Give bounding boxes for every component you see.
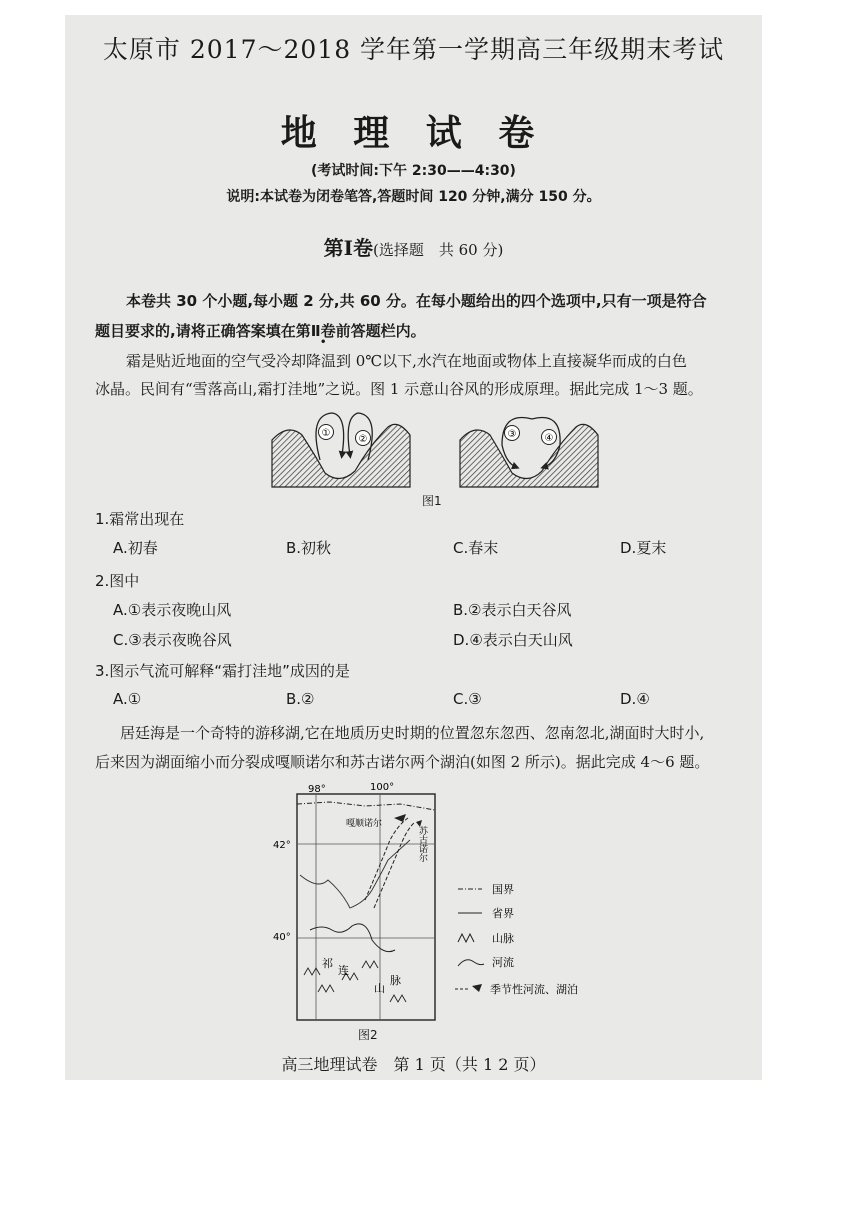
- passage-1-line-2: 冰晶。民间有“雪落高山,霜打洼地”之说。图 1 示意山谷风的形成原理。据此完成 1～3 题。: [95, 380, 703, 398]
- question-3-option-b: B.②: [286, 690, 315, 708]
- map-legend: [455, 883, 578, 996]
- mountain-label-1: 祁: [322, 957, 333, 970]
- section-subtitle: (选择题 共 60 分): [373, 241, 504, 259]
- question-2-stem: 2.图中: [95, 572, 140, 590]
- figure-1-label-2: ②: [358, 434, 368, 445]
- question-2-option-d: D.④表示白天山风: [453, 631, 573, 649]
- legend-mountains: 山脉: [492, 932, 514, 945]
- figure-2-caption: 图2: [358, 1028, 378, 1042]
- valley-left: [272, 413, 410, 487]
- lat-label-40: 40°: [273, 932, 291, 943]
- passage-2-line-2: 后来因为湖面缩小而分裂成嘎顺诺尔和苏古诺尔两个湖泊(如图 2 所示)。据此完成 4～6 题。: [95, 753, 710, 771]
- figure-1-caption: 图1: [422, 494, 442, 508]
- legend-rivers: 河流: [492, 956, 514, 969]
- national-border: [297, 802, 435, 810]
- question-2-option-c: C.③表示夜晚谷风: [113, 631, 232, 649]
- mountain-label-2: 连: [338, 964, 349, 977]
- question-3-option-c: C.③: [453, 690, 482, 708]
- section-heading: [65, 232, 762, 261]
- paper-title: 地 理 试 卷: [280, 112, 547, 154]
- exam-time: (考试时间:下午 2:30——4:30): [311, 163, 516, 179]
- passage-1-line-1: 霜是贴近地面的空气受冷却降温到 0℃以下,水汽在地面或物体上直接凝华而成的白色: [126, 352, 687, 370]
- figure-1-label-4: ④: [544, 433, 554, 444]
- provincial-border: [300, 840, 410, 908]
- instructions-line-2: [95, 320, 426, 341]
- lake-label-gashun: 嘎顺诺尔: [346, 819, 383, 829]
- mountain-label-4: 脉: [390, 974, 401, 987]
- passage-2-line-1: 居廷海是一个奇特的游移湖,它在地质历史时期的位置忽东忽西、忽南忽北,湖面时大时小,: [120, 724, 705, 742]
- figure-1-label-1: ①: [321, 428, 331, 439]
- question-1-option-c: C.春末: [453, 539, 499, 557]
- legend-seasonal: 季节性河流、湖泊: [490, 983, 578, 996]
- question-3-stem: 3.图示气流可解释“霜打洼地”成因的是: [95, 662, 350, 680]
- emphasized-text: 第Ⅱ卷前 •: [296, 322, 351, 340]
- question-2-option-a: A.①表示夜晚山风: [113, 601, 232, 619]
- figure-2-map: [270, 780, 600, 1030]
- instructions-text-a: 题目要求的,请将正确答案填在: [95, 322, 296, 340]
- question-3-option-a: A.①: [113, 690, 142, 708]
- question-1-option-a: A.初春: [113, 539, 158, 557]
- question-1-option-d: D.夏末: [620, 539, 667, 557]
- figure-1-valley-wind-diagram: [270, 405, 600, 490]
- exam-title: 太原市 2017～2018 学年第一学期高三年级期末考试: [102, 35, 725, 64]
- figure-1-label-3: ③: [507, 429, 517, 440]
- legend-provincial-border: 省界: [492, 907, 514, 920]
- lon-label-100: 100°: [370, 782, 395, 793]
- lon-label-98: 98°: [308, 784, 326, 795]
- legend-national-border: 国界: [492, 883, 514, 896]
- lake-label-sugu: 苏古诺尔: [417, 826, 427, 862]
- lake-gashun: [394, 814, 406, 822]
- page-footer: 高三地理试卷 第 1 页（共 1 2 页）: [281, 1055, 546, 1074]
- seasonal-river: [365, 818, 408, 900]
- mountain-label-3: 山: [374, 982, 385, 995]
- lat-label-42: 42°: [273, 840, 291, 851]
- instructions-text-c: 答题栏内。: [350, 322, 426, 340]
- instructions-line-1: 本卷共 30 个小题,每小题 2 分,共 60 分。在每小题给出的四个选项中,只有一项是符合: [126, 292, 707, 310]
- question-1-option-b: B.初秋: [286, 539, 332, 557]
- question-1-stem: 1.霜常出现在: [95, 510, 185, 528]
- exam-note: 说明:本试卷为闭卷笔答,答题时间 120 分钟,满分 150 分。: [226, 189, 601, 205]
- section-title: 第Ⅰ卷: [323, 236, 374, 260]
- question-3-option-d: D.④: [620, 690, 650, 708]
- valley-right: [460, 417, 598, 487]
- question-2-option-b: B.②表示白天谷风: [453, 601, 572, 619]
